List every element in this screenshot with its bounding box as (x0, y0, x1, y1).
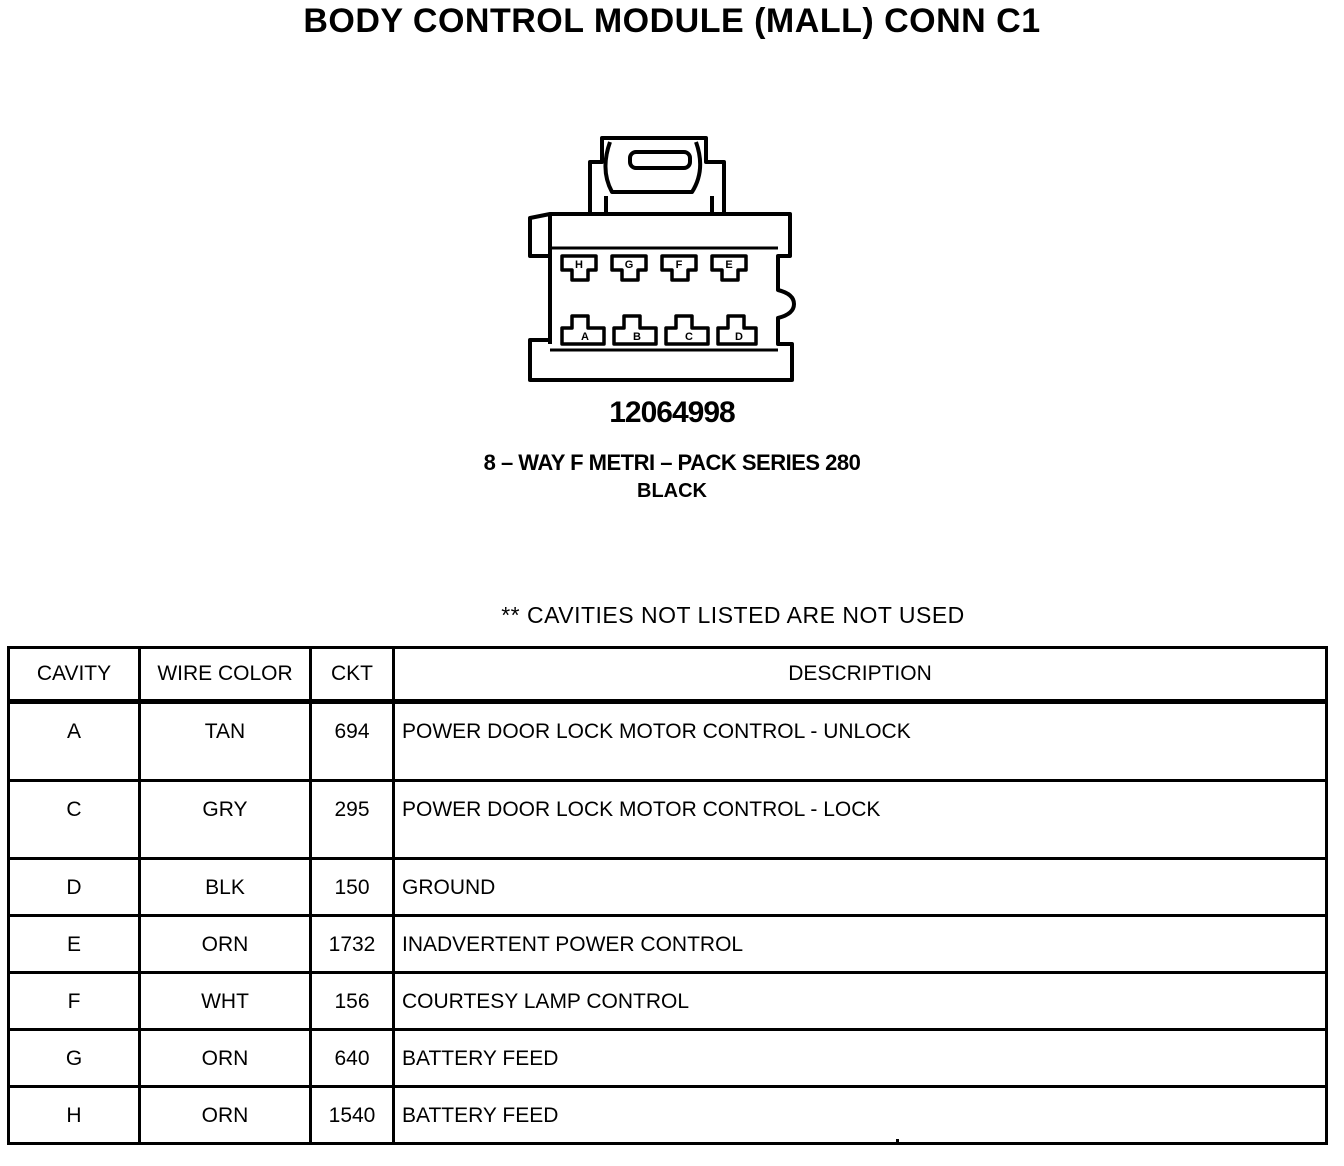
header-ckt: CKT (311, 648, 394, 702)
cavity-label-g: G (624, 259, 634, 271)
cell-wire-color: GRY (140, 781, 311, 859)
top-row-cavities (562, 256, 746, 280)
cell-ckt: 295 (311, 781, 394, 859)
header-cavity: CAVITY (9, 648, 140, 702)
cell-wire-color: BLK (140, 859, 311, 916)
cell-wire-color: WHT (140, 973, 311, 1030)
cell-cavity: D (9, 859, 140, 916)
cell-ckt: 156 (311, 973, 394, 1030)
cell-ckt: 640 (311, 1030, 394, 1087)
pinout-table (7, 646, 1328, 1145)
cell-description: POWER DOOR LOCK MOTOR CONTROL - LOCK (394, 781, 1327, 859)
connector-face-diagram (520, 130, 810, 390)
cell-cavity: G (9, 1030, 140, 1087)
table-row (9, 916, 1327, 973)
cell-wire-color: ORN (140, 1030, 311, 1087)
connector-body (530, 214, 794, 380)
table-row (9, 1087, 1327, 1144)
unused-cavities-note: ** CAVITIES NOT LISTED ARE NOT USED (501, 602, 965, 628)
cell-wire-color: ORN (140, 1087, 311, 1144)
cell-description: BATTERY FEED (394, 1030, 1327, 1087)
cell-description: POWER DOOR LOCK MOTOR CONTROL - UNLOCK (394, 702, 1327, 781)
cell-cavity: H (9, 1087, 140, 1144)
stray-mark (896, 1139, 899, 1142)
cavity-label-a: A (581, 331, 589, 343)
cavity-label-c: C (685, 331, 693, 343)
connector-color: BLACK (637, 480, 707, 502)
page-title: BODY CONTROL MODULE (MALL) CONN C1 (303, 2, 1041, 40)
cell-description: INADVERTENT POWER CONTROL (394, 916, 1327, 973)
cell-cavity: F (9, 973, 140, 1030)
table-row (9, 973, 1327, 1030)
cell-description: BATTERY FEED (394, 1087, 1327, 1144)
cell-ckt: 1540 (311, 1087, 394, 1144)
cell-ckt: 694 (311, 702, 394, 781)
table-row (9, 781, 1327, 859)
bottom-row-cavities (562, 316, 756, 344)
table-header-row (9, 648, 1327, 702)
cell-description: GROUND (394, 859, 1327, 916)
cavity-label-e: E (725, 259, 733, 271)
cell-description: COURTESY LAMP CONTROL (394, 973, 1327, 1030)
cavity-label-f: F (675, 259, 683, 271)
cell-cavity: A (9, 702, 140, 781)
connector-description: 8 – WAY F METRI – PACK SERIES 280 (483, 450, 861, 475)
table-row (9, 859, 1327, 916)
header-wire-color: WIRE COLOR (140, 648, 311, 702)
cell-ckt: 1732 (311, 916, 394, 973)
cavity-label-h: H (575, 259, 583, 271)
cavity-label-d: D (735, 331, 743, 343)
cavity-label-b: B (633, 331, 641, 343)
table-row (9, 1030, 1327, 1087)
cell-ckt: 150 (311, 859, 394, 916)
cell-wire-color: ORN (140, 916, 311, 973)
cell-wire-color: TAN (140, 702, 311, 781)
cell-cavity: C (9, 781, 140, 859)
part-number: 12064998 (609, 396, 735, 429)
cell-cavity: E (9, 916, 140, 973)
table-row (9, 702, 1327, 781)
connector-latch (590, 138, 724, 214)
header-description: DESCRIPTION (394, 648, 1327, 702)
